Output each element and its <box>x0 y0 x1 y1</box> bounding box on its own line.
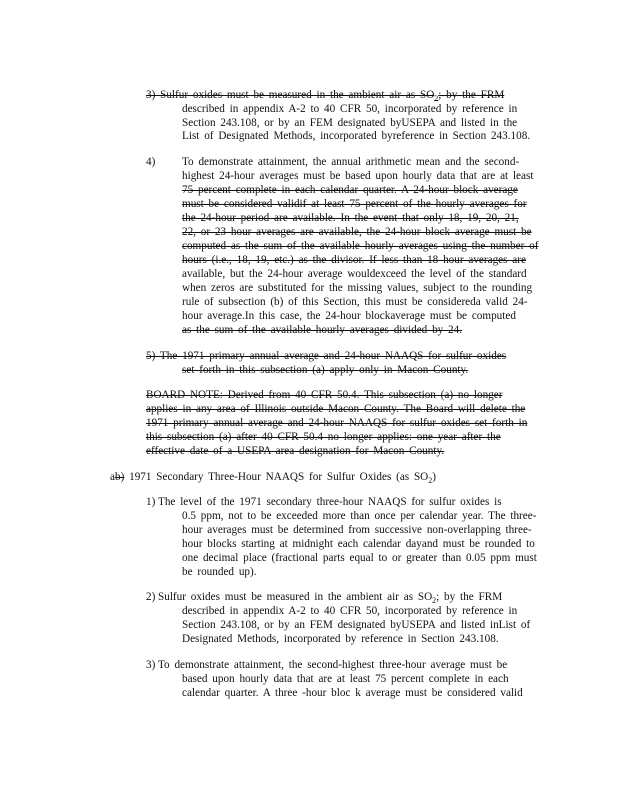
b1-number: 1) <box>146 496 156 508</box>
b1-line-5: one decimal place (fractional parts equal to or greater than 0.05 ppm must <box>182 552 537 564</box>
section-old-label: b) <box>114 471 125 483</box>
a3-subscript: 2 <box>434 94 439 103</box>
b2-tail: ; by the FRM <box>436 591 503 603</box>
a3-tail: ; by the FRM <box>438 89 505 101</box>
b2-line-1-text: Sulfur oxides must be measured in the ambient air as SO <box>158 591 433 603</box>
b2-line-3: Section 243.108, or by an FEM designated byUSEPA and listed inList of <box>182 619 531 631</box>
a4-line-10: when zeros are substituted for the missing values, subject to the rounding <box>182 282 533 294</box>
a4-line-11: rule of subsection (b) of this Section, this must be considereda valid 24- <box>182 296 528 308</box>
board-note-line-1: BOARD NOTE: Derived from 40 CFR 50.4. This subsection (a) no longer <box>146 389 503 401</box>
b1-line-3: hour averages must be determined from successive non-overlapping three- <box>182 524 532 536</box>
a4-line-7: computed as the sum of the available hourly averages using the number of <box>182 240 539 252</box>
b1-line-4: hour blocks starting at midnight each calendar dayand must be rounded to <box>182 538 535 550</box>
board-note-line-5: effective date of a USEPA area designation for Macon County. <box>146 445 445 457</box>
a4-line-12: hour average.In this case, the 24-hour blockaverage must be computed <box>182 310 516 322</box>
section-b-title: 1971 Secondary Three-Hour NAAQS for Sulfur Oxides (as SO <box>129 471 429 483</box>
b3-number: 3) <box>146 659 156 671</box>
a4-line-1: To demonstrate attainment, the annual arithmetic mean and the second- <box>182 156 520 168</box>
board-note-line-3: 1971 primary annual average and 24-hour NAAQS for sulfur oxides set forth in <box>146 417 528 429</box>
a4-line-3: 75 percent complete in each calendar quarter. A 24-hour block average <box>182 184 518 196</box>
a3-line-3: Section 243.108, or by an FEM designated byUSEPA and listed in the <box>182 117 518 129</box>
b3-line-3: calendar quarter. A three -hour bloc k average must be considered valid <box>182 687 523 699</box>
a3-line-4: List of Designated Methods, incorporated byreference in Section 243.108. <box>182 130 531 142</box>
board-note-line-4: this subsection (a) after 40 CFR 50.4 no longer applies: one year after the <box>146 431 501 443</box>
a3-line-1-text: 3) Sulfur oxides must be measured in the ambient air as SO <box>146 89 435 101</box>
b2-subscript: 2 <box>432 596 437 605</box>
section-b-close: ) <box>432 471 436 483</box>
b3-line-2: based upon hourly data that are at least 75 percent complete in each <box>182 673 509 685</box>
a4-line-5: the 24-hour period are available. In the event that only 18, 19, 20, 21, <box>182 212 519 224</box>
section-b-subscript: 2 <box>428 476 433 485</box>
b2-line-2: described in appendix A-2 to 40 CFR 50, incorporated by reference in <box>182 605 518 617</box>
section-new-label: a <box>110 471 115 483</box>
a4-line-13: as the sum of the available hourly averages divided by 24. <box>182 324 463 336</box>
b1-line-2: 0.5 ppm, not to be exceeded more than once per calendar year. The three- <box>182 510 537 522</box>
b1-line-1: The level of the 1971 secondary three-hour NAAQS for sulfur oxides is <box>158 496 502 508</box>
board-note-line-2: applies in any area of Illinois outside Macon County. The Board will delete the <box>146 403 526 415</box>
a4-line-4: must be considered validif at least 75 percent of the hourly averages for <box>182 198 527 210</box>
b1-line-6: be rounded up). <box>182 566 257 578</box>
a4-line-8: hours (i.e., 18, 19, etc.) as the divisor. If less than 18 hour averages are <box>182 254 526 266</box>
a5-line-1: 5) The 1971 primary annual average and 24-hour NAAQS for sulfur oxides <box>146 350 507 362</box>
a4-line-6: 22, or 23 hour averages are available, the 24-hour block average must be <box>182 226 532 238</box>
a4-line-2: highest 24-hour averages must be based upon hourly data that are at least <box>182 170 534 182</box>
section-b-heading <box>110 471 436 487</box>
b2-number: 2) <box>146 591 156 603</box>
a4-number: 4) <box>146 156 156 168</box>
b2-line-4: Designated Methods, incorporated by reference in Section 243.108. <box>182 633 499 645</box>
a3-line-2: described in appendix A-2 to 40 CFR 50, incorporated by reference in <box>182 103 518 115</box>
b3-line-1: To demonstrate attainment, the second-highest three-hour average must be <box>158 659 508 671</box>
a5-line-2: set forth in this subsection (a) apply only in Macon County. <box>182 364 469 376</box>
a4-line-9: available, but the 24-hour average wouldexceed the level of the standard <box>182 268 527 280</box>
